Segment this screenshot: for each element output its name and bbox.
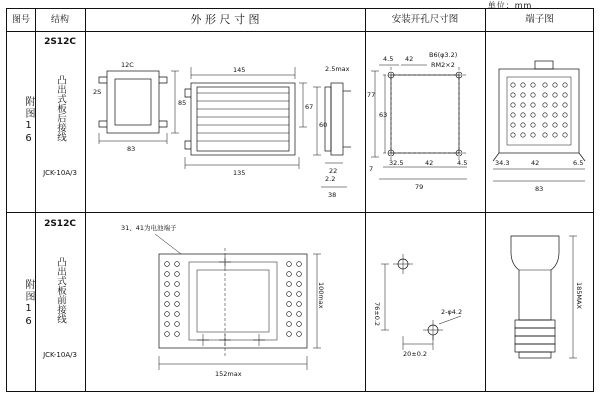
row1-structure: 凸出式板后接线 (55, 74, 66, 142)
svg-text:RM2×2: RM2×2 (431, 61, 455, 69)
svg-text:76±0.2: 76±0.2 (373, 302, 381, 327)
svg-text:32.5: 32.5 (389, 159, 404, 167)
row1-tu-hao: 附图16 (23, 96, 34, 146)
row1-terminal-drawing (485, 31, 594, 212)
svg-text:38: 38 (328, 191, 337, 199)
svg-text:42: 42 (405, 55, 414, 63)
row2-model: 2S12C (44, 219, 76, 229)
svg-text:135: 135 (233, 169, 246, 177)
svg-text:20±0.2: 20±0.2 (403, 350, 428, 358)
svg-text:34.3: 34.3 (495, 159, 510, 167)
row2-terminal-drawing (485, 212, 594, 391)
spec-table (6, 8, 594, 392)
svg-text:2.2: 2.2 (325, 175, 336, 183)
row2-outline-drawing (85, 212, 365, 391)
row1-outline-drawing (85, 31, 365, 212)
svg-text:77: 77 (367, 91, 376, 99)
svg-text:22: 22 (329, 167, 338, 175)
svg-text:79: 79 (415, 183, 424, 191)
header-duan-zi: 端子图 (525, 14, 554, 25)
svg-text:85: 85 (178, 99, 187, 107)
svg-text:83: 83 (127, 145, 136, 153)
svg-text:2S: 2S (93, 88, 102, 96)
svg-text:152max: 152max (215, 370, 242, 378)
svg-text:6.5: 6.5 (573, 159, 584, 167)
svg-text:2.5max: 2.5max (325, 65, 350, 73)
row2-structure-cell (35, 219, 85, 359)
unit-note: 单位：mm (487, 1, 533, 10)
svg-text:83: 83 (535, 185, 544, 193)
header-wai-xing: 外 形 尺 寸 图 (190, 13, 260, 26)
svg-text:42: 42 (425, 159, 434, 167)
row1-code: JCK-10A/3 (43, 169, 77, 177)
row2-structure: 凸出式板前接线 (55, 256, 66, 324)
svg-text:12C: 12C (121, 61, 134, 69)
header-jie-gou: 结构 (50, 15, 69, 25)
svg-text:67: 67 (305, 103, 314, 111)
row2-code: JCK-10A/3 (43, 351, 77, 359)
svg-text:42: 42 (531, 159, 540, 167)
svg-text:100max: 100max (317, 282, 325, 309)
svg-text:63: 63 (379, 111, 388, 119)
svg-text:185MAX: 185MAX (575, 282, 583, 309)
row1-mount-drawing (365, 31, 485, 212)
row1-model: 2S12C (44, 37, 76, 47)
svg-text:2-φ4.2: 2-φ4.2 (441, 308, 463, 316)
header-tu-hao: 图号 (11, 15, 30, 25)
svg-text:31、41为电池端子: 31、41为电池端子 (121, 224, 177, 232)
svg-text:B6(φ3.2): B6(φ3.2) (429, 51, 458, 59)
header-an-zhuang: 安装开孔尺寸图 (391, 14, 459, 25)
svg-text:60: 60 (319, 121, 328, 129)
svg-text:4.5: 4.5 (383, 55, 394, 63)
svg-text:7: 7 (369, 165, 374, 173)
row2-tu-hao: 附图16 (23, 279, 34, 329)
svg-text:145: 145 (233, 66, 246, 74)
svg-text:4.5: 4.5 (457, 159, 468, 167)
row2-mount-drawing (365, 212, 485, 391)
row1-structure-cell (35, 37, 85, 177)
